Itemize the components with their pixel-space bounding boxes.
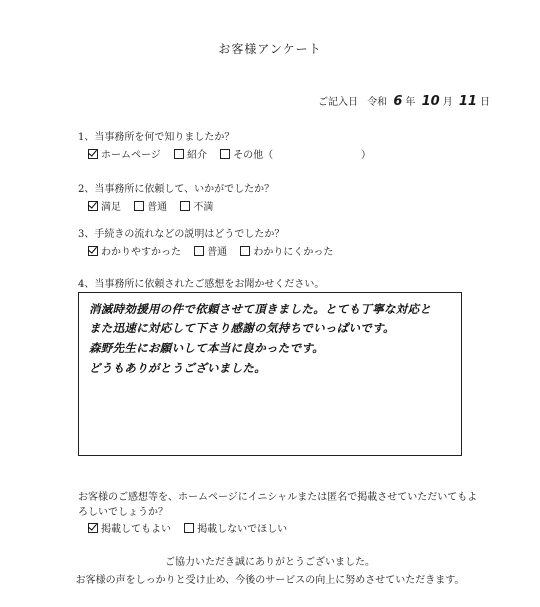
checkbox[interactable] bbox=[220, 149, 230, 159]
date-label: ご記入日 bbox=[318, 97, 358, 108]
consent-question-line-2: ろしいでしょうか？ bbox=[78, 507, 168, 518]
option-label: 普通 bbox=[147, 202, 168, 213]
date-month: 10 bbox=[421, 94, 440, 109]
option-label: わかりやすかった bbox=[101, 247, 181, 258]
option-satisfied[interactable] bbox=[88, 202, 121, 213]
comment-box[interactable] bbox=[78, 292, 462, 456]
closing-line-2: お客様の声をしっかりと受け止め、今後のサービスの向上に努めさせていただきます。 bbox=[75, 575, 465, 586]
comment-line: また迅速に対応して下さり感謝の気持ちでいっぱいです。 bbox=[89, 321, 395, 335]
checkbox[interactable] bbox=[180, 201, 190, 211]
comment-line: 消滅時効援用の件で依頼させて頂きました。とても丁寧な対応と bbox=[89, 302, 432, 316]
closing-line-1: ご協力いただき誠にありがとうございました。 bbox=[165, 557, 375, 568]
date-era: 令和 bbox=[367, 97, 388, 108]
date-row bbox=[318, 93, 490, 109]
checkbox[interactable] bbox=[134, 201, 144, 211]
question-2-options bbox=[88, 198, 223, 213]
option-label: 掲載してもよい bbox=[101, 524, 171, 535]
option-easy[interactable] bbox=[88, 247, 181, 258]
option-referral[interactable] bbox=[174, 150, 207, 161]
question-3-options bbox=[88, 243, 343, 258]
option-label: 満足 bbox=[101, 202, 121, 213]
question-2: 2、当事務所に依頼して、いかがでしたか？ bbox=[78, 184, 275, 195]
survey-title: お客様アンケート bbox=[218, 42, 322, 56]
option-publish-no[interactable] bbox=[184, 524, 287, 535]
option-label: 紹介 bbox=[187, 150, 207, 161]
date-month-unit: 月 bbox=[442, 97, 453, 108]
comment-line: 森野先生にお願いして本当に良かったです。 bbox=[89, 341, 325, 355]
comment-line: どうもありがとうございました。 bbox=[89, 361, 266, 375]
option-normal[interactable] bbox=[134, 202, 167, 213]
option-hard[interactable] bbox=[240, 247, 333, 258]
date-day: 11 bbox=[458, 94, 477, 109]
question-1: 1、当事務所を何で知りましたか？ bbox=[78, 132, 235, 143]
date-year-unit: 年 bbox=[405, 97, 416, 108]
option-dissatisfied[interactable] bbox=[180, 202, 213, 213]
other-close-paren: ） bbox=[361, 150, 371, 161]
option-label: その他（ bbox=[233, 150, 274, 161]
option-normal[interactable] bbox=[194, 247, 227, 258]
question-3: 3、手続きの流れなどの説明はどうでしたか？ bbox=[78, 229, 285, 240]
consent-question-line-1: お客様のご感想等を、ホームページにイニシャルまたは匿名で掲載させていただいてもよ bbox=[78, 492, 478, 503]
option-other[interactable] bbox=[220, 150, 273, 161]
consent-options bbox=[88, 520, 297, 535]
option-label: 掲載しないでほしい bbox=[197, 524, 288, 535]
checkbox[interactable] bbox=[88, 149, 98, 159]
date-year: 6 bbox=[393, 94, 403, 109]
date-day-unit: 日 bbox=[479, 97, 490, 108]
checkbox[interactable] bbox=[88, 523, 98, 533]
checkbox[interactable] bbox=[240, 246, 250, 256]
checkbox[interactable] bbox=[194, 246, 204, 256]
option-label: ホームページ bbox=[101, 150, 161, 161]
option-homepage[interactable] bbox=[88, 150, 161, 161]
checkbox[interactable] bbox=[88, 246, 98, 256]
checkbox[interactable] bbox=[88, 201, 98, 211]
checkbox[interactable] bbox=[184, 523, 194, 533]
option-label: 不満 bbox=[193, 202, 214, 213]
option-publish-ok[interactable] bbox=[88, 524, 171, 535]
option-label: わかりにくかった bbox=[253, 247, 334, 258]
question-1-options bbox=[88, 146, 388, 161]
question-4: 4、当事務所に依頼されたご感想をお聞かせください。 bbox=[78, 279, 325, 290]
option-label: 普通 bbox=[207, 247, 228, 258]
checkbox[interactable] bbox=[174, 149, 184, 159]
